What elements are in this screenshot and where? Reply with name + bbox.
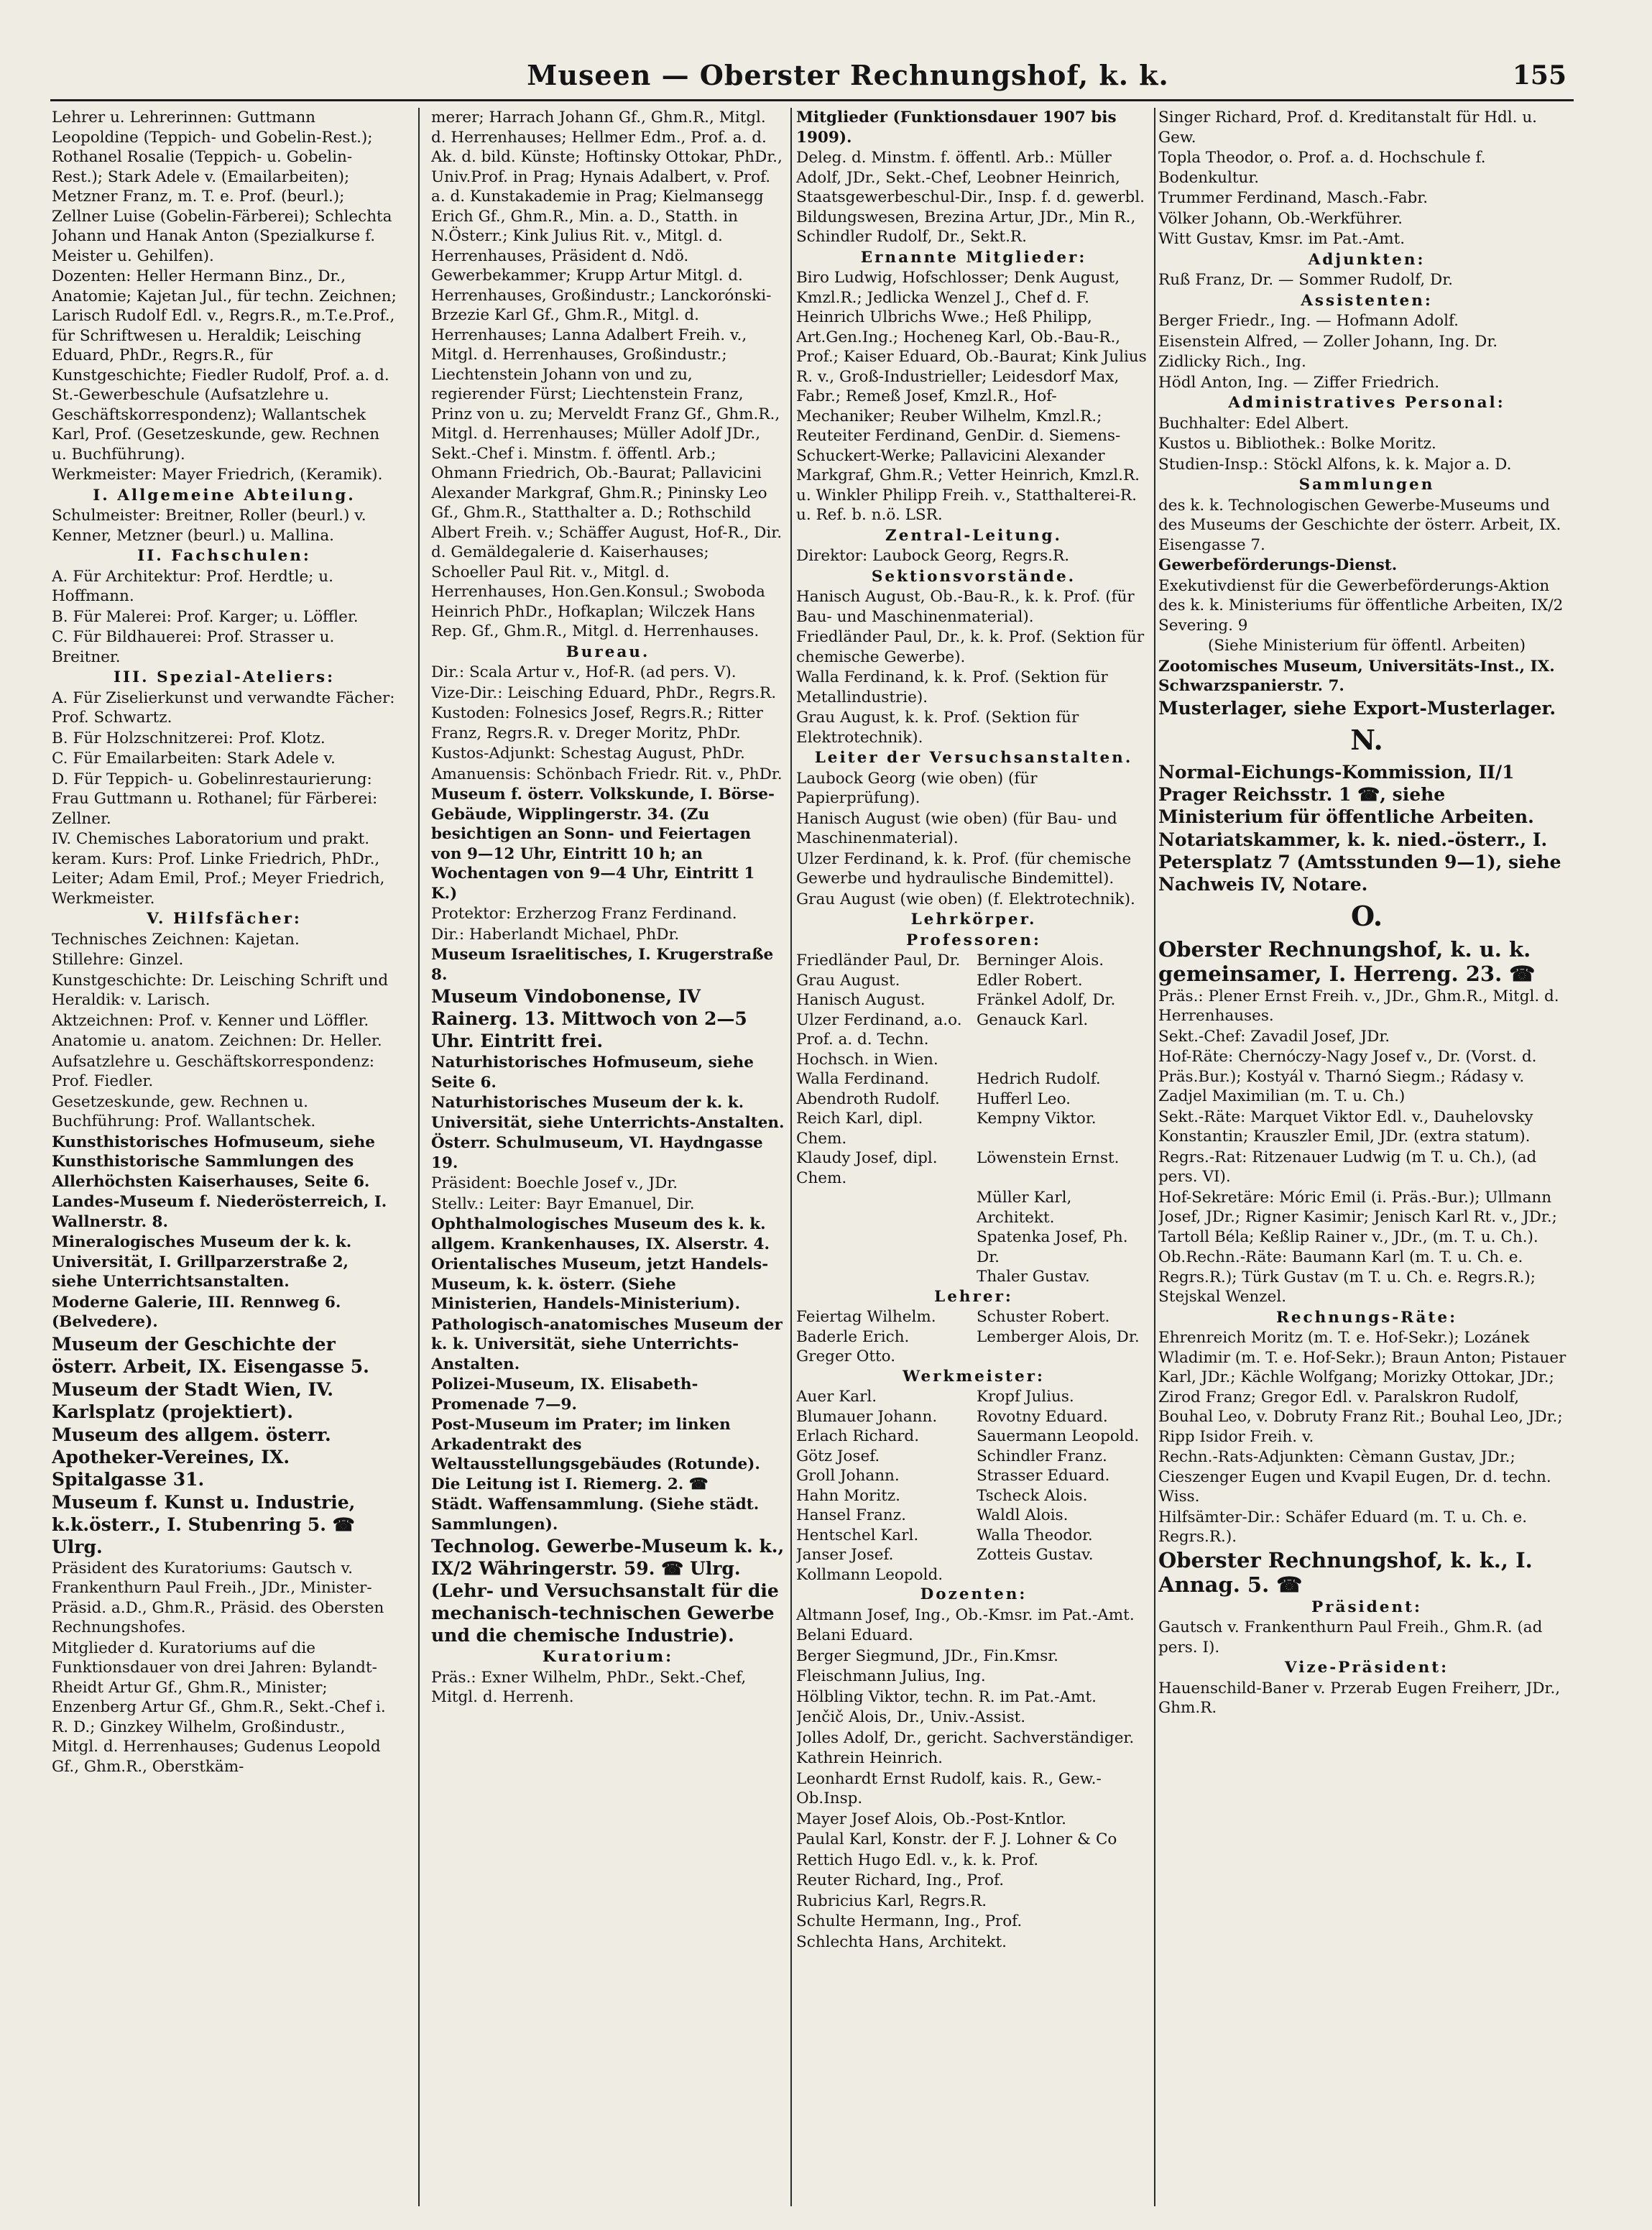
name-cell: Hedrich Rudolf.: [977, 1070, 1101, 1088]
entry: Paulal Karl, Konstr. der F. J. Lohner & Co: [796, 1830, 1117, 1848]
entry: Stellv.: Leiter: Bayr Emanuel, Dir.: [431, 1194, 695, 1213]
section-heading: Sammlungen: [1298, 476, 1435, 494]
entry: Leonhardt Ernst Rudolf, kais. R., Gew.-Ob.Insp.: [796, 1769, 1102, 1807]
name-row: [796, 951, 1151, 971]
entry: Schulte Hermann, Ing., Prof.: [796, 1912, 1023, 1930]
entry: Hof-Sekretäre: Móric Emil (i. Präs.-Bur.); Ullmann Josef, JDr.; Rigner Kasimir; Jenisch Karl Rt. v., JDr.; Tartoll Béla; Keßlip Rainer v., JDr., (m. T. u. Ch.).: [1158, 1188, 1557, 1246]
entry: Technisches Zeichnen: Kajetan.: [52, 930, 300, 949]
name-row: [796, 1089, 1151, 1110]
werkmeister-list: [796, 1387, 1151, 1585]
name-cell: Greger Otto.: [796, 1347, 896, 1365]
section-letter: O.: [1350, 899, 1383, 932]
section-heading: Bureau.: [566, 642, 650, 661]
name-row: [796, 1010, 1151, 1070]
entry: Ehrenreich Moritz (m. T. e. Hof-Sekr.); Lozánek Wladimir (m. T. e. Hof-Sekr.); Braun Anton; Pistauer Karl, JDr.; Kächle Wolfgang; Morizky Ottokar, JDr.; Zirod Franz; Gregor Edl. v. Paralskron Rudolf, Bouhal Leo, v. Dobruty Franz Rit.; Bouhal Leo, JDr.; Ripp Isidor Freih. v.: [1158, 1329, 1566, 1446]
name-cell: Feiertag Wilhelm.: [796, 1308, 936, 1326]
name-row: [796, 1486, 1151, 1506]
name-cell: [796, 1188, 971, 1227]
entry: Deleg. d. Minstm. f. öffentl. Arb.: Müller Adolf, JDr., Sekt.-Chef, Leobner Heinrich, Staatsgewerbeschul-Dir., Insp. f. d. gewerbl. Bildungswesen, Brezina Artur, JDr., Min R., Schindler Rudolf, Dr., Sekt.R.: [796, 149, 1145, 246]
name-row: [796, 990, 1151, 1010]
name-cell: Hanisch August.: [796, 991, 926, 1009]
name-cell: Spatenka Josef, Ph. Dr.: [977, 1228, 1128, 1266]
entry-heading: Museum der Stadt Wien, IV. Karlsplatz (projektiert).: [52, 1378, 334, 1422]
section-heading: Sektionsvorstände.: [871, 567, 1076, 586]
section-letter: N.: [1350, 723, 1383, 756]
name-cell: Edler Robert.: [977, 971, 1083, 990]
entry-heading: Post-Museum im Prater; im linken Arkadentrakt des Weltausstellungsgebäudes (Rotunde). Die Leitung ist I. Riemerg. 2. ☎: [431, 1416, 760, 1493]
section-heading: Rechnungs-Räte:: [1275, 1308, 1458, 1327]
name-cell: Götz Josef.: [796, 1447, 880, 1465]
section-heading: Präsident:: [1311, 1598, 1422, 1616]
entry: Kustos-Adjunkt: Schestag August, PhDr.: [431, 745, 745, 762]
entry: Völker Johann, Ob.-Werkführer.: [1158, 209, 1403, 228]
entry: Exekutivdienst für die Gewerbeförderungs-Aktion des k. k. Ministeriums für öffentliche Arbeiten, IX/2 Severing. 9: [1158, 576, 1564, 635]
entry: Dir.: Haberlandt Michael, PhDr.: [431, 925, 680, 944]
entry-heading: Kunsthistorisches Hofmuseum, siehe Kunsthistorische Sammlungen des Allerhöchsten Kaiserhauses, Seite 6.: [52, 1133, 375, 1191]
entry: Laubock Georg (wie oben) (für Papierprüfung).: [796, 769, 1038, 807]
column-1: [52, 108, 397, 2206]
name-row: [796, 1565, 1151, 1585]
entry: Dozenten: Heller Hermann Binz., Dr., Anatomie; Kajetan Jul., für techn. Zeichnen; Larisch Rudolf Edl. v., Regrs.R., m.T.e.Prof., für Schriftwesen u. Heraldik; Leisching Eduard, PhDr., Regrs.R., für Kunstgeschichte; Fiedler Rudolf, Prof. a. d. St.-Gewerbeschule (Aufsatzlehre u. Geschäftskorrespondenz); Wallantschek Karl, Prof. (Gesetzeskunde, gew. Rechnen u. Buchführung).: [52, 267, 397, 464]
entry: D. Für Teppich- u. Gobelinrestaurierung: Frau Guttmann u. Rothanel; für Färberei: Zellner.: [52, 770, 378, 828]
entry: Lehrer u. Lehrerinnen: Guttmann Leopoldine (Teppich- und Gobelin-Rest.); Rothanel Rosalie (Teppich- u. Gobelin-Rest.); Stark Adele v. (Emailarbeiten); Metzner Franz, m. T. e. Prof. (beurl.); Zellner Luise (Gobelin-Färberei); Schlechta Johann und Hanak Anton (Spezialkurse f. Meister u. Gehilfen).: [52, 109, 392, 265]
name-cell: [796, 1267, 971, 1287]
entry: merer; Harrach Johann Gf., Ghm.R., Mitgl. d. Herrenhauses; Hellmer Edm., Prof. a. d. Ak. d. bild. Künste; Hoftinsky Ottokar, PhDr., Univ.Prof. in Prag; Hynais Adalbert, v. Prof. a. d. Kunstakademie in Prag; Kielmansegg Erich Gf., Ghm.R., Min. a. D., Statth. in N.Österr.; Kink Julius Rit. v., Mitgl. d. Herrenhauses, Präsident d. Ndö. Gewerbekammer; Krupp Artur Mitgl. d. Herrenhauses, Großindustr.; Lanckorónski-Brzezie Karl Gf., Ghm.R., Mitgl. d. Herrenhauses; Lanna Adalbert Freih. v., Mitgl. d. Herrenhauses, Großindustr.; Liechtenstein Johann von und zu, regierender Fürst; Liechtenstein Franz, Prinz von u. zu; Merveldt Franz Gf., Ghm.R., Mitgl. d. Herrenhauses; Müller Adolf JDr., Sekt.-Chef i. Minstm. f. öffentl. Arb.; Ohmann Friedrich, Ob.-Baurat; Pallavicini Alexander Markgraf, Ghm.R.; Pininsky Leo Gf., Ghm.R., Statthalter a. D.; Rothschild Albert Freih. v.; Schäffer August, Hof-R., Dir. d. Gemäldegalerie d. Kaiserhauses; Schoeller Paul Rit. v., Mitgl. d. Herrenhauses, Hon.Gen.Konsul.; Swoboda Heinrich PhDr., Hofkaplan; Wilczek Hans Rep. Gf., Ghm.R., Mitgl. d. Herrenhauses.: [431, 109, 783, 640]
name-cell: Janser Josef.: [796, 1546, 894, 1564]
name-cell: Hufferl Leo.: [977, 1089, 1071, 1108]
entry: Aufsatzlehre u. Geschäftskorrespondenz: Prof. Fiedler.: [52, 1052, 374, 1090]
entry: Hauenschild-Baner v. Przerab Eugen Freiherr, JDr., Ghm.R.: [1158, 1679, 1561, 1717]
name-row: [796, 1545, 1151, 1565]
entry: Sekt.-Chef: Zavadil Josef, JDr.: [1158, 1027, 1390, 1046]
entry: Amanuensis: Schönbach Friedr. Rit. v., PhDr.: [431, 765, 783, 783]
entry: Werkmeister: Mayer Friedrich, (Keramik).: [52, 466, 383, 484]
section-heading: Vize-Präsident:: [1284, 1659, 1449, 1677]
running-head: Museen — Oberster Rechnungshof, k. k.: [527, 59, 1169, 91]
name-cell: Lemberger Alois, Dr.: [977, 1327, 1140, 1346]
page-number: 155: [1512, 60, 1566, 91]
entry: Grau August (wie oben) (f. Elektrotechnik).: [796, 890, 1135, 908]
name-row: [796, 1526, 1151, 1546]
entry: C. Für Bildhauerei: Prof. Strasser u. Breitner.: [52, 628, 335, 666]
entry-heading: Mineralogisches Museum der k. k. Universität, I. Grillparzerstraße 2, siehe Unterrichtsanstalten.: [52, 1233, 352, 1291]
name-cell: [796, 1227, 971, 1267]
entry-heading: Naturhistorisches Museum der k. k. Universität, siehe Unterrichts-Anstalten.: [431, 1094, 785, 1132]
entry: Hanisch August (wie oben) (für Bau- und Maschinenmaterial).: [796, 809, 1117, 847]
entry: C. Für Emailarbeiten: Stark Adele v.: [52, 750, 336, 768]
entry: Rubricius Karl, Regrs.R.: [796, 1892, 987, 1910]
column-divider: [790, 108, 792, 2206]
section-heading: Werkmeister:: [903, 1367, 1045, 1386]
entry-heading: Gewerbeförderungs-Dienst.: [1158, 556, 1398, 574]
column-divider: [418, 108, 420, 2206]
section-heading: I. Allgemeine Abteilung.: [93, 486, 356, 504]
entry: Hof-Räte: Chernóczy-Nagy Josef v., Dr. (Vorst. d. Präs.Bur.); Kostyál v. Tharnó Siegm.; Rádasy v. Zadjel Maximilian (m. T. u. Ch.): [1158, 1048, 1537, 1105]
name-cell: Hahn Moritz.: [796, 1486, 901, 1505]
section-heading: Administratives Personal:: [1228, 394, 1505, 412]
entry: Reuter Richard, Ing., Prof.: [796, 1871, 1005, 1889]
entry: Eisenstein Alfred, — Zoller Johann, Ing. Dr.: [1158, 332, 1498, 351]
entry-heading: Städt. Waffensammlung. (Siehe städt. Sammlungen).: [431, 1496, 760, 1534]
entry: Berger Siegmund, JDr., Fin.Kmsr.: [796, 1646, 1058, 1665]
entry: Friedländer Paul, Dr., k. k. Prof. (Sektion für chemische Gewerbe).: [796, 628, 1145, 666]
entry: (Siehe Ministerium für öffentl. Arbeiten): [1207, 637, 1526, 655]
name-row: [796, 1148, 1151, 1188]
entry: Witt Gustav, Kmsr. im Pat.-Amt.: [1158, 230, 1406, 248]
entry: Kathrein Heinrich.: [796, 1749, 943, 1767]
entry: Zidlicky Rich., Ing.: [1158, 353, 1306, 371]
entry-heading: Ophthalmologisches Museum des k. k. allgem. Krankenhauses, IX. Alserstr. 4.: [431, 1215, 770, 1253]
entry: Gesetzeskunde, gew. Rechnen u. Buchführung: Prof. Wallantschek.: [52, 1092, 316, 1130]
entry-heading: Oberster Rechnungshof, k. k., I. Annag. 5. ☎: [1158, 1547, 1533, 1597]
entry: Mayer Josef Alois, Ob.-Post-Kntlor.: [796, 1810, 1066, 1828]
entry-heading: Landes-Museum f. Niederösterreich, I. Wallnerstr. 8.: [52, 1193, 387, 1231]
entry: Kunstgeschichte: Dr. Leisching Schrift und Heraldik: v. Larisch.: [52, 971, 389, 1009]
name-cell: Kempny Viktor.: [977, 1110, 1097, 1128]
name-cell: Baderle Erich.: [796, 1327, 910, 1346]
name-cell: Rovotny Eduard.: [977, 1407, 1108, 1426]
entry-heading: Orientalisches Museum, jetzt Handels-Museum, k. k. österr. (Siehe Ministerien, Handels-Ministerium).: [431, 1255, 769, 1313]
name-cell: Abendroth Rudolf.: [796, 1089, 940, 1108]
name-cell: Tscheck Alois.: [977, 1486, 1088, 1505]
entry: Protektor: Erzherzog Franz Ferdinand.: [431, 905, 737, 923]
column-divider: [1154, 108, 1155, 2206]
entry: Präsident: Boechle Josef v., JDr.: [431, 1174, 678, 1192]
entry: Mitglieder d. Kuratoriums auf die Funktionsdauer von drei Jahren: Bylandt-Rheidt Artur Gf., Ghm.R., Minister; Enzenberg Artur Gf., Ghm.R., Sekt.-Chef i. R. D.; Ginzkey Wilhelm, Großindustr., Mitgl. d. Herrenhauses; Gudenus Leopold Gf., Ghm.R., Oberstkäm-: [52, 1639, 386, 1776]
entry: Hilfsämter-Dir.: Schäfer Eduard (m. T. u. Ch. e. Regrs.R.).: [1158, 1508, 1528, 1546]
entry: Kustoden: Folnesics Josef, Regrs.R.; Ritter Franz, Regrs.R. v. Dreger Moritz, PhDr.: [431, 704, 763, 742]
name-cell: Kropf Julius.: [977, 1388, 1074, 1406]
name-row: [796, 1267, 1151, 1287]
name-cell: Blumauer Johann.: [796, 1407, 938, 1426]
entry: Altmann Josef, Ing., Ob.-Kmsr. im Pat.-Amt.: [796, 1605, 1135, 1624]
entry-heading: Museum des allgem. österr. Apotheker-Vereines, IX. Spitalgasse 31.: [52, 1424, 331, 1490]
name-row: [796, 1506, 1151, 1526]
entry: Sekt.-Räte: Marquet Viktor Edl. v., Dauhelovsky Konstantin; Krauszler Emil, JDr. (extra statum).: [1158, 1107, 1533, 1146]
name-cell: Walla Ferdinand.: [796, 1070, 929, 1088]
name-cell: Friedländer Paul, Dr.: [796, 952, 961, 969]
entry: Buchhalter: Edel Albert.: [1158, 414, 1349, 433]
name-cell: Grau August.: [796, 971, 900, 990]
name-cell: Hentschel Karl.: [796, 1526, 919, 1544]
entry: Trummer Ferdinand, Masch.-Fabr.: [1158, 189, 1429, 207]
entry: Präs.: Exner Wilhelm, PhDr., Sekt.-Chef, Mitgl. d. Herrenh.: [431, 1668, 747, 1706]
name-cell: Erlach Richard.: [796, 1427, 920, 1445]
name-cell: [977, 1347, 1151, 1367]
entry: IV. Chemisches Laboratorium und prakt. keram. Kurs: Prof. Linke Friedrich, PhDr., Leiter; Adam Emil, Prof.; Meyer Friedrich, Werkmeister.: [52, 830, 385, 908]
entry: Mitglieder (Funktionsdauer 1907 bis 1909).: [796, 109, 1117, 147]
name-row: [796, 1307, 1151, 1327]
name-cell: Hansel Franz.: [796, 1506, 906, 1524]
entry: Hanisch August, Ob.-Bau-R., k. k. Prof. (für Bau- und Maschinenmaterial).: [796, 588, 1135, 626]
entry-heading: Österr. Schulmuseum, VI. Haydngasse 19.: [431, 1134, 763, 1172]
name-cell: [977, 1565, 1151, 1585]
entry: Ruß Franz, Dr. — Sommer Rudolf, Dr.: [1158, 271, 1453, 289]
entry: B. Für Malerei: Prof. Karger; u. Löffler.: [52, 607, 359, 626]
section-heading: Professoren:: [906, 931, 1041, 949]
section-heading: Leiter der Versuchsanstalten.: [814, 749, 1133, 767]
entry: Schulmeister: Breitner, Roller (beurl.) v. Kenner, Metzner (beurl.) u. Mallina.: [52, 507, 366, 545]
name-row: [796, 1327, 1151, 1347]
entry: Jenčič Alois, Dr., Univ.-Assist.: [796, 1708, 1026, 1726]
name-cell: Kollmann Leopold.: [796, 1565, 943, 1584]
column-4: [1158, 108, 1575, 2206]
entry: Jolles Adolf, Dr., gericht. Sachverständiger.: [796, 1728, 1135, 1747]
entry: Biro Ludwig, Hofschlosser; Denk August, Kmzl.R.; Jedlicka Wenzel J., Chef d. F. Heinrich Ulbrichs Wwe.; Heß Philipp, Art.Gen.Ing.; Hocheneg Karl, Ob.-Bau-R., Prof.; Kaiser Eduard, Ob.-Baurat; Kink Julius R. v., Groß-Industrieller; Leidesdorf Max, Fabr.; Remeß Josef, Kmzl.R., Hof-Mechaniker; Reuber Wilhelm, Kmzl.R.; Reuteiter Ferdinand, GenDir. d. Siemens-Schuckert-Werke; Pallavicini Alexander Markgraf, Ghm.R.; Vetter Heinrich, Kmzl.R. u. Winkler Philipp Freih. v., Statthalterei-R. u. Ref. b. n.ö. LSR.: [796, 269, 1147, 524]
entry-heading: Oberster Rechnungshof, k. u. k. gemeinsamer, I. Herreng. 23. ☎: [1158, 936, 1536, 986]
entry: Studien-Insp.: Stöckl Alfons, k. k. Major a. D.: [1158, 455, 1512, 474]
entry: Topla Theodor, o. Prof. a. d. Hochschule f. Bodenkultur.: [1158, 149, 1486, 187]
entry-heading: Museum Israelitisches, I. Krugerstraße 8.: [431, 946, 774, 984]
entry: A. Für Ziselierkunst und verwandte Fächer: Prof. Schwartz.: [52, 688, 395, 727]
name-cell: Thaler Gustav.: [977, 1268, 1090, 1286]
name-cell: Waldl Alois.: [977, 1506, 1069, 1524]
name-cell: Sauermann Leopold.: [977, 1427, 1140, 1445]
name-row: [796, 1387, 1151, 1407]
entry-heading: Notariatskammer, k. k. nied.-österr., I. Petersplatz 7 (Amtsstunden 9—1), siehe Nachweis IV, Notare.: [1158, 829, 1561, 895]
entry-heading: Museum f. österr. Volkskunde, I. Börse-Gebäude, Wipplingerstr. 34. (Zu besichtigen an Sonn- und Feiertagen von 9—12 Uhr, Eintritt 10 h; an Wochentagen von 9—4 Uhr, Eintritt 1 K.): [431, 785, 775, 903]
entry-heading: Zootomisches Museum, Universitäts-Inst., IX. Schwarzspanierstr. 7.: [1158, 657, 1555, 695]
entry: Berger Friedr., Ing. — Hofmann Adolf.: [1158, 312, 1459, 330]
name-row: [796, 971, 1151, 991]
name-row: [796, 1447, 1151, 1467]
entry: Anatomie u. anatom. Zeichnen: Dr. Heller.: [52, 1032, 382, 1050]
name-cell: Auer Karl.: [796, 1388, 877, 1406]
section-heading: Adjunkten:: [1308, 250, 1426, 269]
entry: Schlechta Hans, Architekt.: [796, 1932, 1007, 1951]
section-heading: V. Hilfsfächer:: [147, 910, 302, 928]
name-cell: Schuster Robert.: [977, 1308, 1110, 1326]
section-heading: Dozenten:: [920, 1585, 1028, 1603]
section-heading: Zentral-Leitung.: [885, 526, 1062, 545]
name-row: [796, 1466, 1151, 1486]
name-cell: Reich Karl, dipl. Chem.: [796, 1110, 923, 1148]
section-heading: Lehrer:: [934, 1287, 1013, 1306]
section-heading: Ernannte Mitglieder:: [860, 248, 1087, 267]
entry: Aktzeichnen: Prof. v. Kenner und Löffler.: [52, 1011, 369, 1030]
entry-heading: Musterlager, siehe Export-Musterlager.: [1158, 697, 1556, 719]
entry: Belani Eduard.: [796, 1626, 913, 1644]
entry: Regrs.-Rat: Ritzenauer Ludwig (m T. u. Ch.), (ad pers. VI).: [1158, 1148, 1537, 1186]
entry: Präsident des Kuratoriums: Gautsch v. Frankenthurn Paul Freih., JDr., Minister-Präsid. a.D., Ghm.R., Präsid. des Obersten Rechnungshofes.: [52, 1559, 384, 1636]
name-cell: Ulzer Ferdinand, a.o. Prof. a. d. Techn. Hochsch. in Wien.: [796, 1010, 962, 1069]
professors-list: [796, 951, 1151, 1287]
entry-heading: Pathologisch-anatomisches Museum der k. k. Universität, siehe Unterrichts-Anstalten.: [431, 1315, 783, 1373]
entry: Stillehre: Ginzel.: [52, 951, 184, 969]
entry: Rechn.-Rats-Adjunkten: Cèmann Gustav, JDr.; Cieszenger Eugen und Kvapil Eugen, Dr. d. techn. Wiss.: [1158, 1448, 1551, 1506]
name-row: [796, 1227, 1151, 1267]
section-heading: II. Fachschulen:: [137, 547, 311, 565]
name-cell: Groll Johann.: [796, 1467, 900, 1485]
section-heading: Lehrkörper.: [910, 911, 1037, 929]
entry: B. Für Holzschnitzerei: Prof. Klotz.: [52, 729, 326, 747]
name-row: [796, 1109, 1151, 1148]
section-heading: Kuratorium:: [542, 1648, 674, 1666]
entry: Singer Richard, Prof. d. Kreditanstalt für Hdl. u. Gew.: [1158, 109, 1538, 147]
entry: Gautsch v. Frankenthurn Paul Freih., Ghm.R. (ad pers. I).: [1158, 1618, 1543, 1657]
entry-heading: Technolog. Gewerbe-Museum k. k., IX/2 Währingerstr. 59. ☎ Ulrg. (Lehr- und Versuchsanstalt für die mechanisch-technischen Gewerbe und die chemische Industrie).: [431, 1536, 785, 1646]
name-cell: Müller Karl, Architekt.: [977, 1189, 1072, 1227]
entry: Hölbling Viktor, techn. R. im Pat.-Amt.: [796, 1687, 1097, 1706]
entry: A. Für Architektur: Prof. Herdtle; u. Hoffmann.: [52, 567, 333, 605]
entry: Hödl Anton, Ing. — Ziffer Friedrich.: [1158, 373, 1440, 392]
name-row: [796, 1188, 1151, 1227]
name-cell: Löwenstein Ernst.: [977, 1149, 1120, 1167]
entry: Fleischmann Julius, Ing.: [796, 1667, 986, 1685]
entry: Dir.: Scala Artur v., Hof-R. (ad pers. V).: [431, 663, 737, 681]
name-cell: Strasser Eduard.: [977, 1467, 1110, 1485]
name-row: [796, 1407, 1151, 1427]
name-cell: Zotteis Gustav.: [977, 1546, 1094, 1564]
header-rule: [50, 99, 1574, 101]
entry: Präs.: Plener Ernst Freih. v., JDr., Ghm.R., Mitgl. d. Herrenhauses.: [1158, 987, 1559, 1025]
lehrer-list: [796, 1307, 1151, 1367]
name-cell: Fränkel Adolf, Dr.: [977, 991, 1116, 1009]
section-heading: III. Spezial-Ateliers:: [113, 668, 336, 686]
entry-heading: Moderne Galerie, III. Rennweg 6. (Belvedere).: [52, 1293, 341, 1331]
name-cell: Genauck Karl.: [977, 1010, 1089, 1029]
entry: Vize-Dir.: Leisching Eduard, PhDr., Regrs.R.: [431, 683, 777, 702]
entry: Kustos u. Bibliothek.: Bolke Moritz.: [1158, 435, 1436, 453]
entry: Ulzer Ferdinand, k. k. Prof. (für chemische Gewerbe und hydraulische Bindemittel).: [796, 849, 1132, 888]
entry-heading: Museum Vindobonense, IV Rainerg. 13. Mittwoch von 2—5 Uhr. Eintritt frei.: [431, 986, 747, 1051]
name-row: [796, 1069, 1151, 1089]
entry-heading: Museum f. Kunst u. Industrie, k.k.österr., I. Stubenring 5. ☎ Ulrg.: [52, 1491, 356, 1557]
name-cell: Walla Theodor.: [977, 1526, 1093, 1544]
entry: Grau August, k. k. Prof. (Sektion für Elektrotechnik).: [796, 709, 1079, 747]
entry-heading: Museum der Geschichte der österr. Arbeit, IX. Eisengasse 5.: [52, 1333, 369, 1377]
entry: des k. k. Technologischen Gewerbe-Museums und des Museums der Geschichte der österr. Arbeit, IX. Eisengasse 7.: [1158, 496, 1561, 554]
name-cell: Berninger Alois.: [977, 952, 1104, 969]
entry: Rettich Hugo Edl. v., k. k. Prof.: [796, 1851, 1039, 1869]
entry: Direktor: Laubock Georg, Regrs.R.: [796, 547, 1070, 565]
name-cell: Schindler Franz.: [977, 1447, 1107, 1465]
entry-heading: Polizei-Museum, IX. Elisabeth-Promenade 7—9.: [431, 1376, 698, 1414]
entry-heading: Naturhistorisches Hofmuseum, siehe Seite 6.: [431, 1054, 754, 1092]
entry: Ob.Rechn.-Räte: Baumann Karl (m. T. u. Ch. e. Regrs.R.); Türk Gustav (m T. u. Ch. e. Regrs.R.); Stejskal Wenzel.: [1158, 1248, 1536, 1306]
name-row: [796, 1347, 1151, 1367]
column-2: [431, 108, 785, 2206]
column-3: [796, 108, 1151, 2206]
entry-heading: Normal-Eichungs-Kommission, II/1 Prager Reichsstr. 1 ☎, siehe Ministerium für öffentliche Arbeiten.: [1158, 761, 1534, 827]
name-row: [796, 1427, 1151, 1447]
section-heading: Assistenten:: [1301, 291, 1433, 310]
entry: Walla Ferdinand, k. k. Prof. (Sektion für Metallindustrie).: [796, 668, 1108, 706]
name-cell: Klaudy Josef, dipl. Chem.: [796, 1149, 938, 1187]
